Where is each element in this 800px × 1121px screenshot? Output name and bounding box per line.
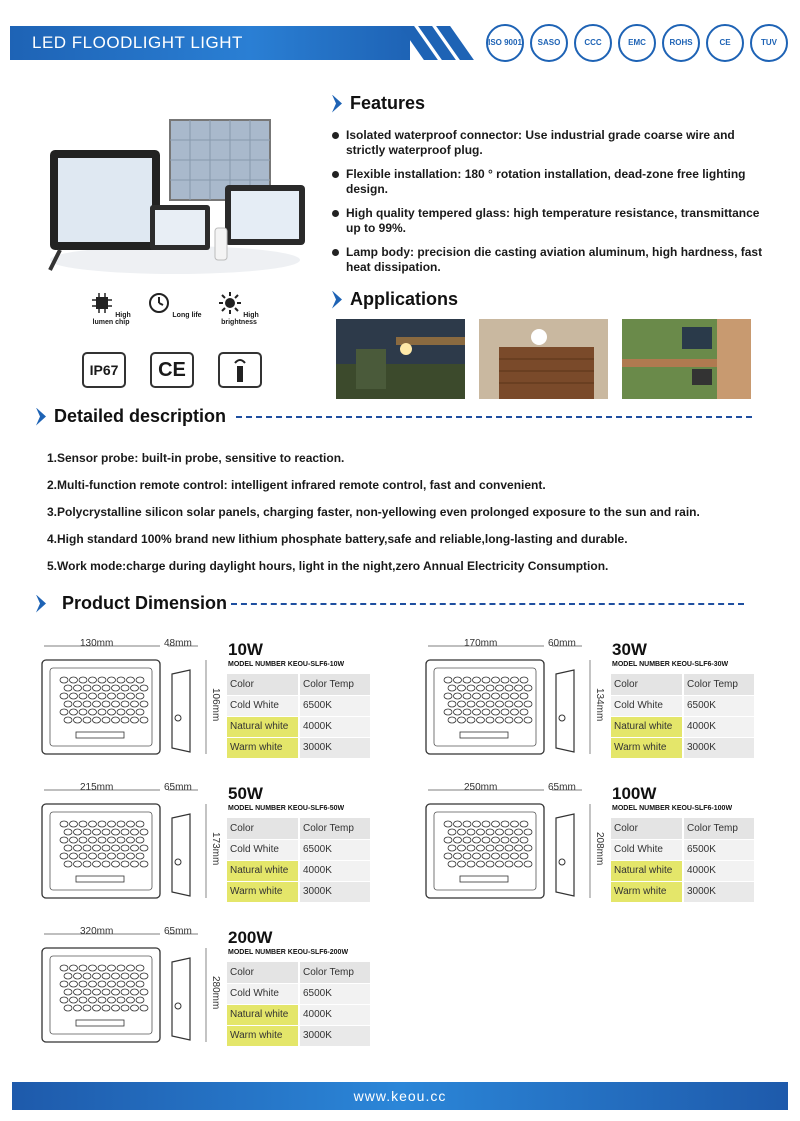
table-cell: 3000K (683, 737, 755, 758)
chevron-right-icon (36, 408, 46, 426)
table-cell: Color (227, 674, 299, 695)
table-row (611, 860, 755, 881)
table-cell: 3000K (299, 881, 371, 902)
table-cell: Cold White (611, 695, 683, 716)
table-row (611, 881, 755, 902)
ce-cert-icon: CE (706, 24, 744, 62)
dashed-divider (236, 416, 752, 418)
sun-icon (219, 292, 241, 314)
table-cell: Color Temp (683, 674, 755, 695)
description-line: 5.Work mode:charge during daylight hours, light in the night,zero Annual Electricity Consumption. (47, 559, 609, 573)
iso-cert-icon: ISO 9001 (486, 24, 524, 62)
table-cell: 6500K (299, 695, 371, 716)
chevron-right-icon (332, 291, 342, 309)
table-cell: Color (227, 962, 299, 983)
table-cell: 4000K (299, 860, 371, 881)
table-cell: 6500K (299, 983, 371, 1004)
color-temp-table (611, 674, 756, 759)
table-cell: 6500K (683, 839, 755, 860)
page-title: LED FLOODLIGHT LIGHT (32, 33, 243, 52)
model-number: MODEL NUMBER KEOU-SLF6-200W (228, 949, 349, 956)
footer-url[interactable]: www.keou.cc (12, 1082, 788, 1110)
table-cell: Natural white (227, 716, 299, 737)
product-30w (424, 640, 784, 770)
table-cell: Warm white (227, 737, 299, 758)
table-cell: 3000K (683, 881, 755, 902)
high-brightness: High brightness (208, 292, 270, 326)
model-number: MODEL NUMBER KEOU-SLF6-10W (228, 661, 345, 668)
table-cell: Natural white (611, 860, 683, 881)
height-dimension: 134mm (594, 688, 605, 722)
table-cell: 4000K (683, 860, 755, 881)
ip67-badge: IP67 (82, 352, 126, 388)
height-dimension: 173mm (210, 832, 221, 866)
color-temp-table (611, 818, 756, 903)
table-cell: Color Temp (299, 818, 371, 839)
width-dimension: 215mm (80, 782, 114, 793)
color-temp-table (227, 818, 372, 903)
description-line: 1.Sensor probe: built-in probe, sensitive to reaction. (47, 451, 345, 465)
saso-cert-icon: SASO (530, 24, 568, 62)
rohs-cert-icon: ROHS (662, 24, 700, 62)
emc-cert-icon: EMC (618, 24, 656, 62)
table-row (227, 1025, 371, 1046)
table-row (611, 839, 755, 860)
depth-dimension: 65mm (548, 782, 576, 793)
header-banner (10, 26, 470, 60)
table-row (611, 695, 755, 716)
table-row (611, 716, 755, 737)
depth-dimension: 48mm (164, 638, 192, 649)
color-temp-table (227, 962, 372, 1047)
table-cell: Warm white (227, 881, 299, 902)
table-cell: Natural white (611, 716, 683, 737)
description-list (47, 451, 777, 586)
clock-icon (148, 292, 170, 314)
sensor-icon (229, 357, 251, 383)
width-dimension: 170mm (464, 638, 498, 649)
wattage-label: 10W (228, 640, 263, 659)
certification-logos (486, 24, 788, 62)
wattage-label: 50W (228, 784, 263, 803)
table-cell: Warm white (611, 737, 683, 758)
dimension-heading: Product Dimension (36, 593, 744, 614)
table-header-row (227, 818, 371, 839)
long-life: Long life (144, 292, 206, 326)
height-dimension: 106mm (210, 688, 221, 722)
high-lumen-chip: High lumen chip (80, 292, 142, 326)
table-cell: 4000K (299, 716, 371, 737)
table-cell: Warm white (227, 1025, 299, 1046)
chip-icon (91, 292, 113, 314)
chevron-right-icon (36, 595, 46, 613)
table-row (227, 716, 371, 737)
model-number: MODEL NUMBER KEOU-SLF6-100W (612, 805, 733, 812)
table-cell: Cold White (611, 839, 683, 860)
width-dimension: 320mm (80, 926, 114, 937)
table-row (227, 695, 371, 716)
table-cell: 4000K (683, 716, 755, 737)
height-dimension: 208mm (594, 832, 605, 866)
table-header-row (611, 674, 755, 695)
table-cell: Cold White (227, 695, 299, 716)
table-row (227, 860, 371, 881)
table-cell: Cold White (227, 983, 299, 1004)
ccc-cert-icon: CCC (574, 24, 612, 62)
table-cell: Cold White (227, 839, 299, 860)
feature-item: Flexible installation: 180 ° rotation installation, dead-zone free lighting design. (332, 167, 772, 197)
description-line: 2.Multi-function remote control: intelligent infrared remote control, fast and convenient. (47, 478, 546, 492)
description-line: 4.High standard 100% brand new lithium phosphate battery,safe and reliable,long-lasting and durable. (47, 532, 628, 546)
table-row (227, 1004, 371, 1025)
tuv-cert-icon: TUV (750, 24, 788, 62)
product-10w (40, 640, 400, 770)
model-number: MODEL NUMBER KEOU-SLF6-50W (228, 805, 345, 812)
wattage-label: 100W (612, 784, 657, 803)
detailed-heading: Detailed description (36, 406, 752, 427)
table-cell: Color Temp (683, 818, 755, 839)
table-cell: Natural white (227, 860, 299, 881)
badge-row (82, 352, 262, 388)
feature-icons (80, 292, 270, 326)
table-row (611, 737, 755, 758)
table-cell: Color (227, 818, 299, 839)
product-photo (40, 110, 310, 280)
table-row (227, 983, 371, 1004)
table-cell: Color Temp (299, 674, 371, 695)
table-header-row (227, 962, 371, 983)
product-100w (424, 784, 784, 914)
garage-photo (479, 319, 608, 399)
table-cell: Warm white (611, 881, 683, 902)
feature-item: High quality tempered glass: high temperature resistance, transmittance up to 99%. (332, 206, 772, 236)
width-dimension: 250mm (464, 782, 498, 793)
table-row (227, 737, 371, 758)
table-cell: 6500K (299, 839, 371, 860)
pergola-photo (622, 319, 751, 399)
depth-dimension: 60mm (548, 638, 576, 649)
application-photos (336, 319, 751, 399)
dashed-divider (231, 603, 744, 605)
feature-item: Isolated waterproof connector: Use industrial grade coarse wire and strictly waterproof plug. (332, 128, 772, 158)
height-dimension: 280mm (210, 976, 221, 1010)
description-line: 3.Polycrystalline silicon solar panels, charging faster, non-yellowing even prolonged exposure to the sun and rain. (47, 505, 700, 519)
table-cell: Color (611, 818, 683, 839)
product-50w (40, 784, 400, 914)
table-cell: Color Temp (299, 962, 371, 983)
table-header-row (611, 818, 755, 839)
product-200w (40, 928, 400, 1058)
table-cell: Natural white (227, 1004, 299, 1025)
sensor-badge (218, 352, 262, 388)
chevron-right-icon (332, 95, 342, 113)
color-temp-table (227, 674, 372, 759)
features-heading: Features (332, 93, 425, 114)
table-cell: 4000K (299, 1004, 371, 1025)
applications-heading: Applications (332, 289, 458, 310)
depth-dimension: 65mm (164, 926, 192, 937)
table-cell: Color (611, 674, 683, 695)
table-row (227, 839, 371, 860)
table-header-row (227, 674, 371, 695)
ce-badge: CE (150, 352, 194, 388)
garden-photo (336, 319, 465, 399)
model-number: MODEL NUMBER KEOU-SLF6-30W (612, 661, 729, 668)
depth-dimension: 65mm (164, 782, 192, 793)
table-cell: 3000K (299, 1025, 371, 1046)
table-row (227, 881, 371, 902)
wattage-label: 30W (612, 640, 647, 659)
table-cell: 3000K (299, 737, 371, 758)
table-cell: 6500K (683, 695, 755, 716)
features-list (332, 128, 772, 284)
feature-item: Lamp body: precision die casting aviation aluminum, high hardness, fast heat dissipation. (332, 245, 772, 275)
wattage-label: 200W (228, 928, 273, 947)
width-dimension: 130mm (80, 638, 114, 649)
